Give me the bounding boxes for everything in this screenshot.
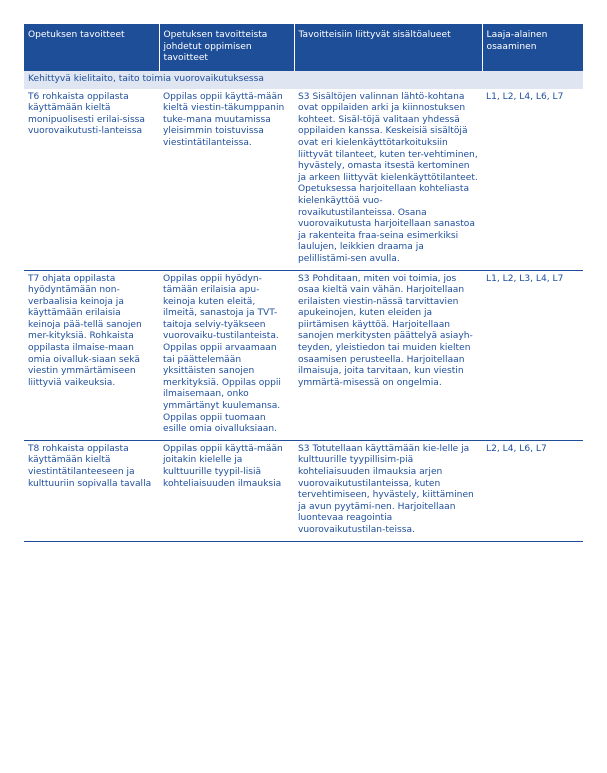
learning-goal-cell: Oppilas oppii käyttä-mään kieltä viestin-täkumppanin tuke-mana muutamissa yleisimmin toistuvissa viestintätilanteissa.	[159, 89, 294, 270]
header-transversal-competence: Laaja-alainen osaaminen	[482, 24, 583, 71]
header-goals: Opetuksen tavoitteet	[24, 24, 159, 71]
header-content-areas: Tavoitteisiin liittyvät sisältöalueet	[294, 24, 482, 71]
section-title: Kehittyvä kielitaito, taito toimia vuorovaikutuksessa	[24, 71, 583, 89]
content-cell: S3 Sisältöjen valinnan lähtö-kohtana ovat oppilaiden arki ja kiinnostuksen kohteet. Sisäl-töjä valitaan yhdessä oppilaiden kanssa. Keskeisiä sisältöjä ovat eri kielenkäyttötarkoituksiin liittyvät tilanteet, kuten ter-vehtiminen, hyvästely, omasta itsestä kertominen ja arkeen liittyvät kielenkäyttötilanteet. Opetuksessa harjoitellaan kohteliasta kielenkäyttöä vuo-rovaikutustilanteissa. Osana vuorovaikutusta harjoitellaan sanastoa ja rakenteita fraa-seina esimerkiksi laulujen, leikkien draama ja pelillistämi-sen avulla.	[294, 89, 482, 270]
content-cell: S3 Totutellaan käyttämään kie-lelle ja kulttuurille tyypillisim-piä kohteliaisuuden ilmauksia arjen vuorovaikutustilanteissa, kuten tervehtimiseen, hyvästely, kiittäminen ja avun pyytämi-nen. Harjoitellaan luontevaa reagointia vuorovaikutustilan-teissa.	[294, 440, 482, 541]
learning-goal-cell: Oppilas oppii käyttä-mään joitakin kielelle ja kulttuurille tyypil-lisiä kohteliaisuuden ilmauksia	[159, 440, 294, 541]
goal-cell: T6 rohkaista oppilasta käyttämään kieltä monipuolisesti erilai-sissa vuorovaikutusti-lanteissa	[24, 89, 159, 270]
header-learning-goals: Opetuksen tavoitteista johdetut oppimisen tavoitteet	[159, 24, 294, 71]
table-row	[24, 270, 583, 440]
goal-cell: T7 ohjata oppilasta hyödyntämään non-verbaalisia keinoja ja käyttämään erilaisia keinoja pää-tellä sanojen mer-kityksiä. Rohkaista oppilasta ilmaise-maan omia oivalluk-siaan sekä viestin ymmärtämiseen liittyviä vaikeuksia.	[24, 270, 159, 440]
learning-goal-cell: Oppilas oppii hyödyn-tämään erilaisia apu-keinoja kuten eleitä, ilmeitä, sanastoja ja TVT-taitoja selviy-tyäkseen vuorovaiku-tustilanteista. Oppilas oppii arvaamaan tai päättelemään yksittäisten sanojen merkityksiä. Oppilas oppii ilmaisemaan, onko ymmärtänyt kuulemansa. Oppilas oppii tuomaan esille omia oivalluksiaan.	[159, 270, 294, 440]
competence-cell: L1, L2, L4, L6, L7	[482, 89, 583, 270]
competence-cell: L2, L4, L6, L7	[482, 440, 583, 541]
curriculum-table	[24, 24, 583, 542]
competence-cell: L1, L2, L3, L4, L7	[482, 270, 583, 440]
table-row	[24, 440, 583, 541]
table-header	[24, 24, 583, 71]
content-cell: S3 Pohditaan, miten voi toimia, jos osaa kieltä vain vähän. Harjoitellaan erilaisten viestin-nässä tarvittavien apukeinojen, kuten eleiden ja piirtämisen käyttöä. Harjoitellaan sanojen merkitysten päättelyä asiayh-teyden, yleistiedon tai muiden kielten osaamisen perusteella. Harjoitellaan ilmaisuja, joita tarvitaan, kun viestin ymmärtä-misessä on ongelmia.	[294, 270, 482, 440]
section-row	[24, 71, 583, 89]
goal-cell: T8 rohkaista oppilasta käyttämään kieltä viestintätilanteeseen ja kulttuuriin sopivalla tavalla	[24, 440, 159, 541]
table-row	[24, 89, 583, 270]
document-page	[24, 24, 583, 542]
